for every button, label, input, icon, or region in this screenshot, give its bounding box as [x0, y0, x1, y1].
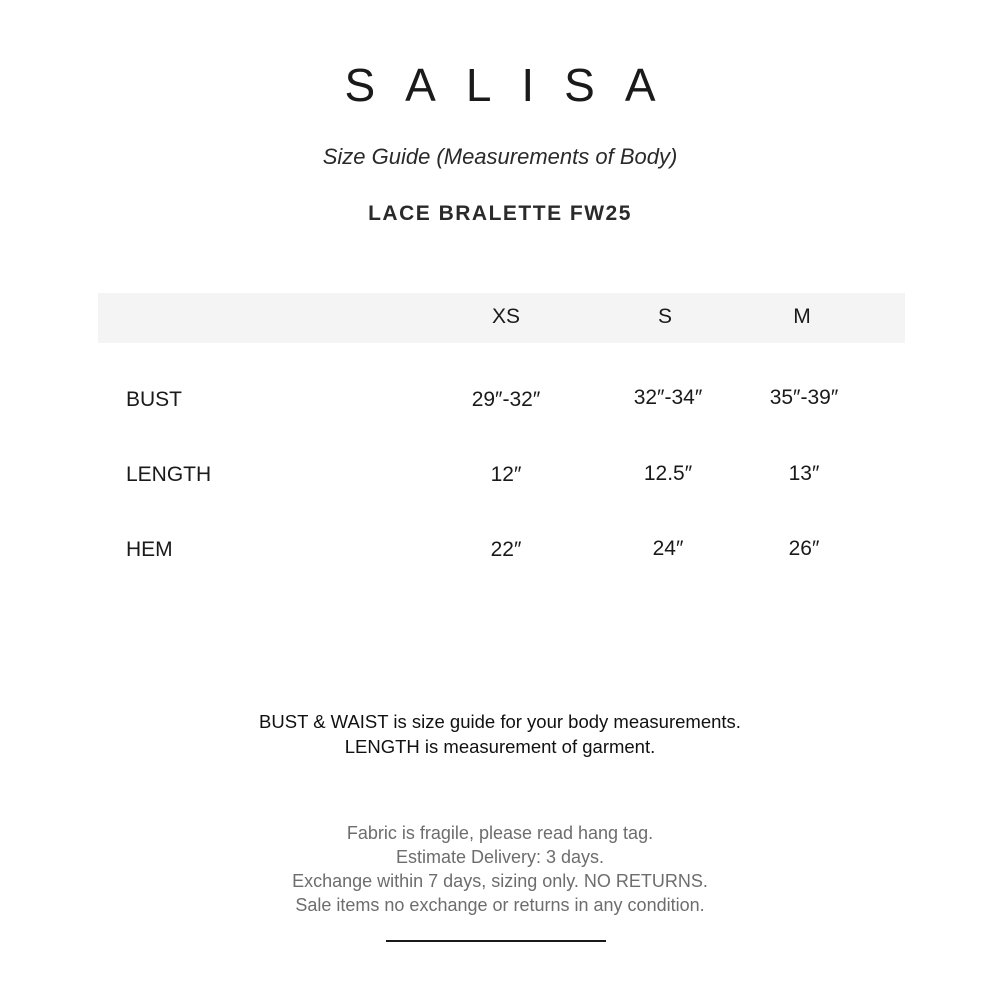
cell-bust-xs: 29″-32″	[471, 388, 541, 411]
cell-hem-xs: 22″	[490, 538, 522, 561]
policy-sale: Sale items no exchange or returns in any condition.	[295, 895, 705, 915]
cell-length-s: 12.5″	[643, 462, 693, 485]
cell-length-m: 13″	[788, 462, 820, 485]
footer-divider	[386, 940, 606, 942]
brand-logo: SALISA	[344, 59, 686, 111]
policy-delivery: Estimate Delivery: 3 days.	[395, 847, 605, 867]
cell-bust-s: 32″-34″	[633, 386, 703, 409]
policy-fabric: Fabric is fragile, please read hang tag.	[346, 823, 654, 843]
cell-length-xs: 12″	[490, 463, 522, 486]
column-header-s: S	[657, 305, 672, 328]
row-label-length: LENGTH	[126, 463, 212, 486]
column-header-xs: XS	[491, 305, 520, 328]
policy-exchange: Exchange within 7 days, sizing only. NO RETURNS.	[292, 871, 708, 891]
row-label-hem: HEM	[126, 538, 173, 561]
cell-hem-s: 24″	[652, 537, 684, 560]
cell-bust-m: 35″-39″	[769, 386, 839, 409]
product-title: LACE BRALETTE FW25	[368, 202, 632, 225]
column-header-m: M	[793, 305, 811, 328]
cell-hem-m: 26″	[788, 537, 820, 560]
note-length: LENGTH is measurement of garment.	[344, 736, 656, 757]
row-label-bust: BUST	[126, 388, 183, 411]
note-bust-waist: BUST & WAIST is size guide for your body measurements.	[259, 711, 741, 732]
page-subtitle: Size Guide (Measurements of Body)	[322, 144, 678, 169]
